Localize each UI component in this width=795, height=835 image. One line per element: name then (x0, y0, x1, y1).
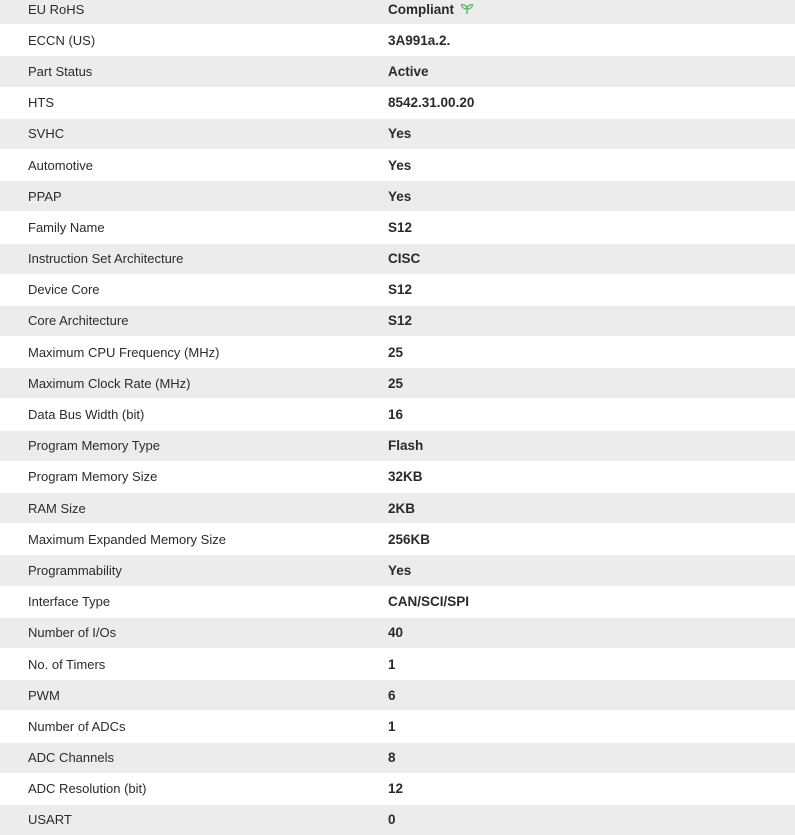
spec-value: 256KB (388, 531, 431, 547)
spec-value: 3A991a.2. (388, 32, 451, 48)
spec-label: Family Name (28, 219, 105, 235)
spec-row-interface-type (0, 587, 795, 618)
spec-row-number-of-adcs (0, 711, 795, 742)
spec-label: Number of I/Os (28, 625, 117, 641)
spec-row-automotive (0, 150, 795, 181)
spec-row-pwm (0, 680, 795, 711)
spec-row-data-bus-width (0, 399, 795, 430)
spec-value: 25 (388, 344, 404, 360)
spec-label: Instruction Set Architecture (28, 251, 184, 267)
spec-value-text: Compliant (388, 1, 454, 17)
spec-row-number-of-ios (0, 618, 795, 649)
spec-label: HTS (28, 95, 54, 111)
spec-row-program-memory-type (0, 431, 795, 462)
spec-label: No. of Timers (28, 656, 106, 672)
spec-row-number-of-timers (0, 649, 795, 680)
spec-label: ECCN (US) (28, 32, 96, 48)
spec-row-isa (0, 244, 795, 275)
spec-row-max-expanded-memory (0, 524, 795, 555)
spec-value: S12 (388, 219, 413, 235)
spec-label: Automotive (28, 157, 94, 173)
spec-label: PPAP (28, 188, 62, 204)
spec-label: Programmability (28, 562, 122, 578)
spec-value: 8 (388, 750, 396, 766)
spec-row-device-core (0, 275, 795, 306)
spec-value: 0 (388, 812, 396, 828)
spec-value: CAN/SCI/SPI (388, 594, 470, 610)
spec-value: S12 (388, 313, 413, 329)
spec-label: EU RoHS (28, 1, 85, 17)
spec-label: Maximum CPU Frequency (MHz) (28, 344, 220, 360)
spec-row-adc-channels (0, 743, 795, 774)
spec-label: SVHC (28, 126, 65, 142)
spec-row-ppap (0, 181, 795, 212)
spec-label: Maximum Clock Rate (MHz) (28, 375, 191, 391)
spec-label: PWM (28, 687, 60, 703)
spec-value: 32KB (388, 469, 423, 485)
spec-row-eccn (0, 25, 795, 56)
spec-row-adc-resolution (0, 774, 795, 805)
spec-row-core-architecture (0, 306, 795, 337)
spec-row-programmability (0, 555, 795, 586)
spec-row-max-clock-rate (0, 368, 795, 399)
spec-value: 1 (388, 718, 396, 734)
spec-label: Program Memory Size (28, 469, 158, 485)
spec-value: 12 (388, 781, 404, 797)
spec-value: Yes (388, 188, 412, 204)
spec-label: Part Status (28, 63, 93, 79)
spec-value: 16 (388, 407, 404, 423)
spec-value: 25 (388, 375, 404, 391)
leaf-icon (460, 3, 474, 15)
spec-value: Yes (388, 126, 412, 142)
spec-value: 1 (388, 656, 396, 672)
spec-value: 8542.31.00.20 (388, 95, 475, 111)
spec-value: Active (388, 63, 429, 79)
spec-row-max-cpu-frequency (0, 337, 795, 368)
spec-row-usart (0, 805, 795, 835)
spec-value: 2KB (388, 500, 416, 516)
spec-label: Core Architecture (28, 313, 129, 329)
spec-label: Data Bus Width (bit) (28, 407, 145, 423)
spec-label: Number of ADCs (28, 718, 126, 734)
spec-label: Program Memory Type (28, 438, 160, 454)
spec-label: Maximum Expanded Memory Size (28, 531, 226, 547)
spec-row-family-name (0, 212, 795, 243)
spec-row-hts (0, 88, 795, 119)
spec-label: Interface Type (28, 594, 111, 610)
spec-row-part-status (0, 56, 795, 87)
spec-value: S12 (388, 282, 413, 298)
spec-value: Yes (388, 562, 412, 578)
spec-value: 40 (388, 625, 404, 641)
spec-row-ram-size (0, 493, 795, 524)
spec-label: USART (28, 812, 72, 828)
spec-label: ADC Resolution (bit) (28, 781, 147, 797)
spec-row-svhc (0, 119, 795, 150)
spec-value: CISC (388, 251, 421, 267)
spec-value: 6 (388, 687, 396, 703)
spec-value: Yes (388, 157, 412, 173)
spec-label: Device Core (28, 282, 100, 298)
spec-label: ADC Channels (28, 750, 114, 766)
spec-value: Flash (388, 438, 424, 454)
spec-value (388, 2, 474, 17)
spec-label: RAM Size (28, 500, 86, 516)
spec-row-eu-rohs (0, 0, 795, 25)
spec-row-program-memory-size (0, 462, 795, 493)
